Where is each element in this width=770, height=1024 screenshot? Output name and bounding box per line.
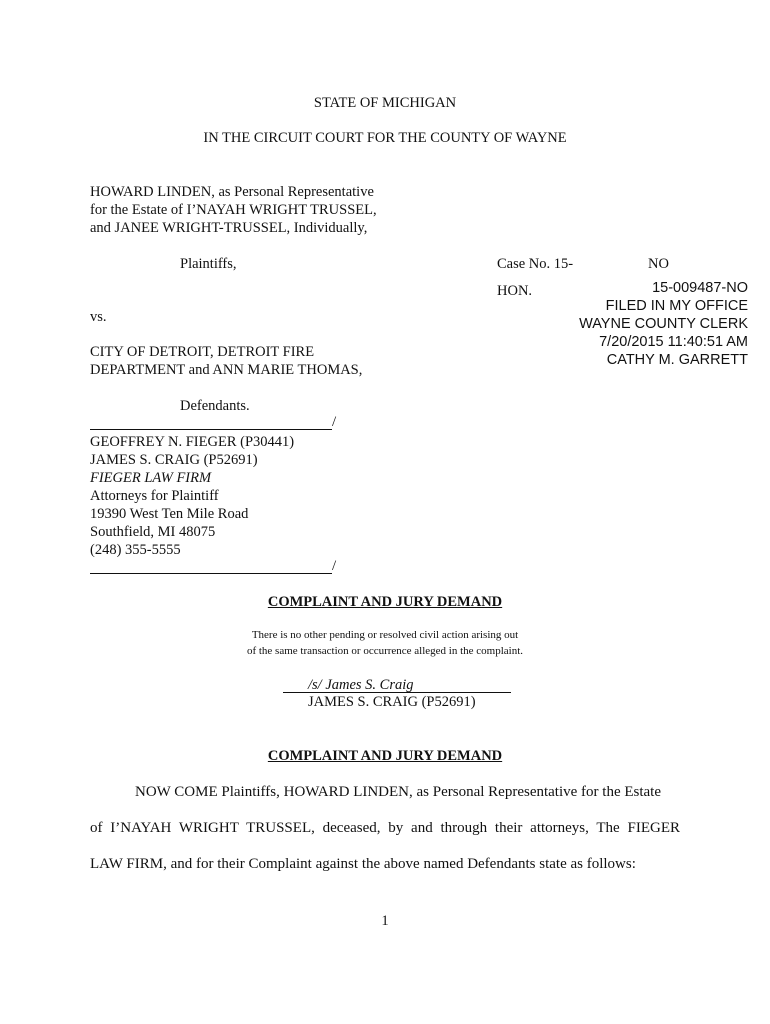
body-line-3: LAW FIRM, and for their Complaint against the above named Defendants state as follows:: [90, 856, 636, 872]
attorney-line: 19390 West Ten Mile Road: [90, 506, 249, 522]
case-number-label: Case No. 15-: [497, 256, 574, 272]
plaintiff-line: HOWARD LINDEN, as Personal Representative: [90, 184, 374, 200]
divider-slash-bottom: /: [332, 558, 337, 574]
vs-label: vs.: [90, 309, 107, 325]
court-heading: IN THE CIRCUIT COURT FOR THE COUNTY OF WAYNE: [203, 130, 567, 146]
body-line-2: of I’NAYAH WRIGHT TRUSSEL, deceased, by and through their attorneys, The FIEGER: [90, 820, 680, 836]
stamp-filed-line: FILED IN MY OFFICE: [605, 298, 748, 314]
signature-line: [283, 692, 511, 693]
attorney-phone: (248) 355-5555: [90, 542, 181, 558]
signature-text: /s/ James S. Craig: [308, 677, 414, 693]
defendant-line: CITY OF DETROIT, DETROIT FIRE: [90, 344, 315, 360]
attorney-line: JAMES S. CRAIG (P52691): [90, 452, 258, 468]
defendants-role: Defendants.: [180, 398, 250, 414]
caption-divider-top: [90, 429, 332, 430]
stamp-clerk-line: WAYNE COUNTY CLERK: [579, 316, 748, 332]
state-heading: STATE OF MICHIGAN: [313, 95, 457, 111]
divider-slash-top: /: [332, 414, 337, 430]
stamp-case-number: 15-009487-NO: [652, 280, 748, 296]
document-title: COMPLAINT AND JURY DEMAND: [267, 594, 503, 610]
caption-divider-bottom: [90, 573, 332, 574]
case-suffix: NO: [648, 256, 669, 272]
stamp-datetime: 7/20/2015 11:40:51 AM: [599, 334, 748, 350]
stamp-clerk-name: CATHY M. GARRETT: [606, 352, 748, 368]
attorney-line: GEOFFREY N. FIEGER (P30441): [90, 434, 295, 450]
notice-line-2: of the same transaction or occurrence alleged in the complaint.: [246, 645, 524, 657]
attorney-line: Southfield, MI 48075: [90, 524, 216, 540]
plaintiff-line: and JANEE WRIGHT-TRUSSEL, Individually,: [90, 220, 368, 236]
plaintiff-line: for the Estate of I’NAYAH WRIGHT TRUSSEL,: [90, 202, 377, 218]
defendant-caption: [90, 343, 362, 379]
plaintiff-caption: [90, 183, 377, 237]
hon-label: HON.: [497, 283, 533, 299]
plaintiffs-role: Plaintiffs,: [180, 256, 237, 272]
filing-stamp: [540, 279, 748, 369]
defendant-line: DEPARTMENT and ANN MARIE THOMAS,: [90, 362, 363, 378]
attorney-line: Attorneys for Plaintiff: [90, 488, 219, 504]
body-title: COMPLAINT AND JURY DEMAND: [267, 748, 503, 764]
attorney-block: [90, 433, 294, 559]
notice-line-1: There is no other pending or resolved civil action arising out: [251, 629, 519, 641]
signer-name: JAMES S. CRAIG (P52691): [308, 694, 476, 710]
page-number: 1: [381, 913, 389, 929]
law-firm-name: FIEGER LAW FIRM: [90, 470, 212, 486]
body-line-1: NOW COME Plaintiffs, HOWARD LINDEN, as Personal Representative for the Estate: [135, 784, 662, 800]
